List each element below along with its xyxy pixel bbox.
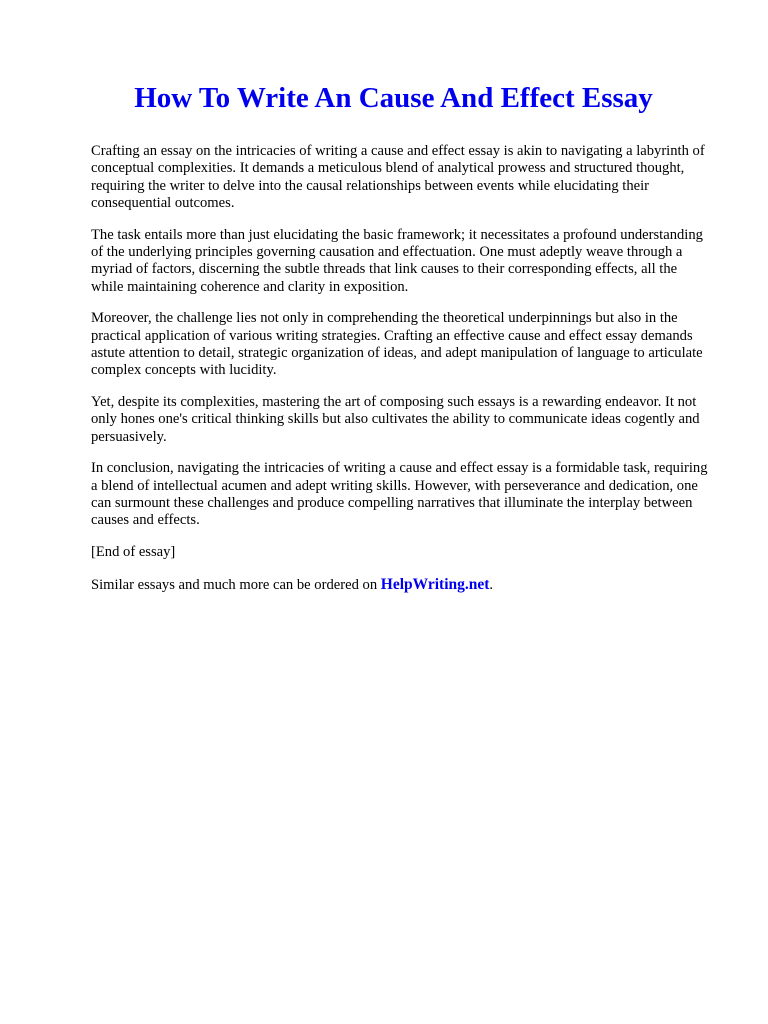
order-promo-line [91, 576, 708, 594]
paragraph-3: Moreover, the challenge lies not only in comprehending the theoretical underpinnings but also in the practical application of various writing strategies. Crafting an effective cause and effect essay demands astute attention to detail, strategic organization of ideas, and adept manipulation of language to articulate complex concepts with lucidity. [91, 310, 703, 379]
helpwriting-link[interactable]: HelpWriting.net [380, 575, 490, 593]
end-of-essay-note: [End of essay] [91, 544, 176, 561]
essay-body [91, 143, 708, 594]
paragraph-1: Crafting an essay on the intricacies of writing a cause and effect essay is akin to navigating a labyrinth of conceptual complexities. It demands a meticulous blend of analytical prowess and structured thought, requiring the writer to delve into the causal relationships between events while elucidating their consequential outcomes. [91, 143, 705, 211]
order-promo-suffix: . [489, 576, 494, 593]
paragraph-4: Yet, despite its complexities, mastering the art of composing such essays is a rewarding endeavor. It not only hones one's critical thinking skills but also cultivates the ability to communicate ideas cogently and persuasively. [91, 394, 700, 445]
order-promo-prefix: Similar essays and much more can be ordered on [91, 576, 381, 593]
document-title: How To Write An Cause And Effect Essay [134, 82, 653, 114]
paragraph-2: The task entails more than just elucidating the basic framework; it necessitates a profound understanding of the underlying principles governing causation and effectuation. One must adeptly weave through a myriad of factors, discerning the subtle threads that link causes to their corresponding effects, all the while maintaining coherence and clarity in exposition. [91, 226, 703, 295]
paragraph-5: In conclusion, navigating the intricacies of writing a cause and effect essay is a formidable task, requiring a blend of intellectual acumen and adept writing skills. However, with perseverance and dedication, one can surmount these challenges and produce compelling narratives that illuminate the interplay between causes and effects. [91, 460, 708, 529]
